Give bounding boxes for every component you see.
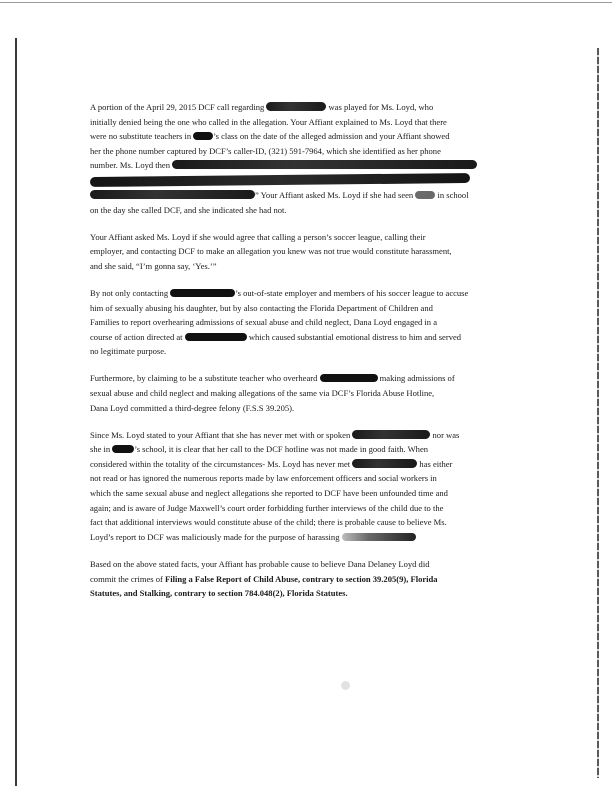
text-line: employer, and contacting DCF to make an allegation you knew was not true would constitute harassment, — [90, 246, 452, 257]
text-line: and she said, “I’m gonna say, ‘Yes.’” — [90, 260, 217, 271]
scan-artifact — [341, 681, 350, 690]
redaction-block — [342, 533, 416, 541]
text-line: number. Ms. Loyd then — [90, 158, 522, 173]
text-line: commit the crimes of Filing a False Report of Child Abuse, contrary to section 39.205(9), Florida — [90, 573, 438, 584]
redaction-block — [185, 333, 247, 341]
text-line: him of sexually abusing his daughter, but by also contacting the Florida Department of Children and — [90, 302, 433, 313]
text-line: were no substitute teachers in ’s class on the date of the alleged admission and your Affiant showed — [90, 131, 450, 142]
redaction-bar — [90, 173, 470, 187]
text-line — [90, 586, 522, 601]
paragraph-harassment-question — [90, 230, 522, 274]
text-line: fact that additional interviews would constitute abuse of the child; there is probable cause to believe Ms. — [90, 517, 447, 528]
text-line: initially denied being the one who called in the allegation. Your Affiant explained to Ms. Loyd that there — [90, 116, 447, 127]
text-line: sexual abuse and child neglect and making allegations of the same via DCF’s Florida Abuse Hotline, — [90, 388, 435, 398]
redaction-block — [320, 374, 378, 382]
redaction-block — [193, 132, 213, 140]
scan-left-edge — [15, 38, 17, 786]
paragraph-felony — [90, 371, 522, 415]
text-line: no legitimate purpose. — [90, 346, 167, 357]
redaction-block — [112, 445, 134, 453]
text-line: not read or has ignored the numerous reports made by law enforcement officers and social workers in — [90, 473, 437, 484]
paragraph-conclusion — [90, 557, 522, 601]
text-line: considered within the totality of the circumstances- Ms. Loyd has never met has either — [90, 458, 453, 469]
text-line: Your Affiant asked Ms. Loyd if she would agree that calling a person’s soccer league, calling their — [90, 231, 426, 242]
paragraph-course-of-action — [90, 286, 522, 359]
scan-right-edge — [597, 48, 599, 778]
text-line: Families to report overhearing admissions of sexual abuse and child neglect, Dana Loyd engaged in a — [90, 317, 437, 328]
redaction-block — [415, 191, 435, 199]
redaction-block — [170, 289, 235, 297]
scan-top-border — [0, 2, 612, 3]
text-line: Since Ms. Loyd stated to your Affiant that she has never met with or spoken nor was — [90, 429, 460, 440]
text-line: Based on the above stated facts, your Affiant has probable cause to believe Dana Delaney Loyd did — [90, 558, 430, 569]
redaction-block — [90, 190, 255, 199]
paragraph-dcf-call — [90, 100, 522, 217]
redaction-block — [352, 430, 430, 439]
redaction-block — [266, 102, 326, 111]
charge-text: Statutes, and Stalking, contrary to section 784.048(2), Florida Statutes. — [90, 588, 348, 599]
text-line: Furthermore, by claiming to be a substitute teacher who overheard making admissions of — [90, 373, 455, 384]
text-line: Dana Loyd committed a third-degree felony (F.S.S 39.205). — [90, 402, 295, 413]
document-body — [90, 100, 522, 613]
charge-text: Filing a False Report of Child Abuse, contrary to section 39.205(9), Florida — [165, 573, 438, 584]
text-line: her the phone number captured by DCF’s caller-ID, (321) 591-7964, which she identified as her phone — [90, 145, 441, 156]
text-line: A portion of the April 29, 2015 DCF call regarding was played for Ms. Loyd, who — [90, 102, 434, 112]
text-line: ” Your Affiant asked Ms. Loyd if she had seen in school — [90, 188, 522, 203]
text-line: again; and is aware of Judge Maxwell’s court order forbidding further interviews of the child due to the — [90, 502, 444, 513]
text-line: she in ’s school, it is clear that her call to the DCF hotline was not made in good faith. When — [90, 444, 429, 455]
redaction-block — [352, 459, 417, 468]
redaction-block — [172, 160, 477, 169]
text-line: By not only contacting ’s out-of-state employer and members of his soccer league to accuse — [90, 287, 469, 298]
text-line: on the day she called DCF, and she indicated she had not. — [90, 204, 287, 215]
text-line: course of action directed at which caused substantial emotional distress to him and served — [90, 331, 462, 342]
paragraph-good-faith — [90, 428, 522, 545]
text-line: Loyd’s report to DCF was maliciously made for the purpose of harassing — [90, 530, 522, 545]
text-line: which the same sexual abuse and neglect allegations she reported to DCF have been unfounded time and — [90, 488, 448, 499]
